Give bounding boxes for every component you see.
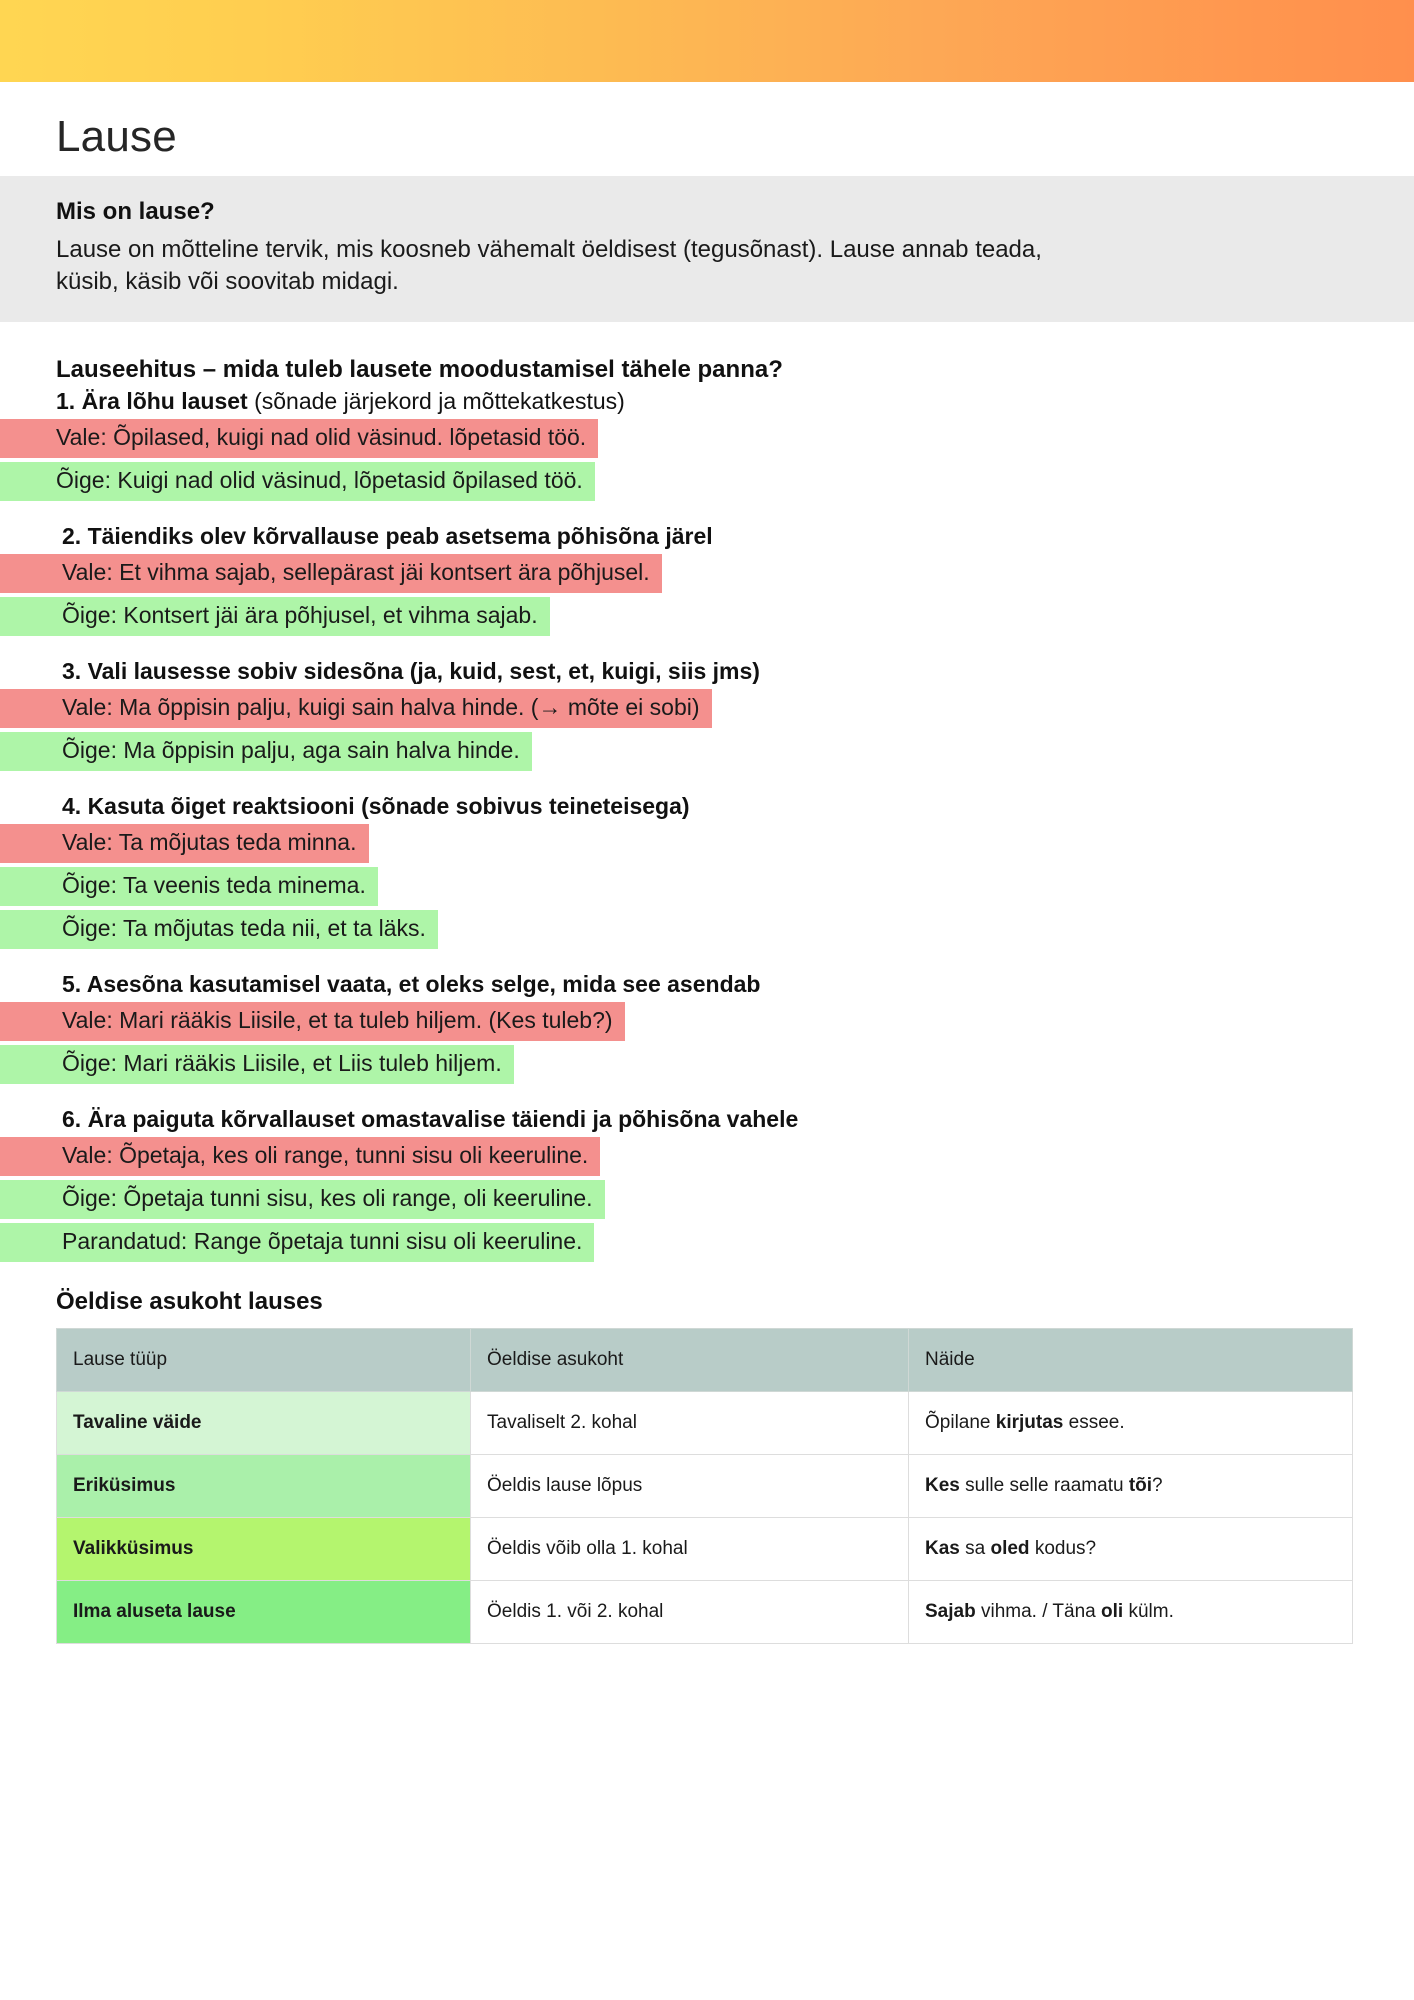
wrong-example-line — [0, 419, 1414, 458]
wrong-highlight: Vale: Et vihma sajab, sellepärast jäi kontsert ära põhjusel. — [0, 554, 662, 593]
wrong-example-line — [0, 554, 1414, 593]
document-page — [0, 112, 1414, 1644]
rule-title-strong: 1. Ära lõhu lauset — [56, 387, 248, 414]
rule-block — [0, 388, 1414, 501]
cell-example — [909, 1580, 1353, 1643]
rule-block — [0, 523, 1414, 636]
table-row — [57, 1517, 1353, 1580]
table-section — [0, 1288, 1414, 1644]
example-text: essee. — [1063, 1411, 1125, 1433]
rules-section-heading: Lauseehitus – mida tuleb lausete moodustamisel tähele panna? — [56, 355, 783, 383]
wrong-highlight: Vale: Õpetaja, kes oli range, tunni sisu oli keeruline. — [0, 1137, 600, 1176]
cell-predicate-position: Öeldis 1. või 2. kohal — [471, 1580, 909, 1643]
rule-title-strong: 6. Ära paiguta kõrvallauset omastavalise täiendi ja põhisõna vahele — [62, 1105, 799, 1132]
cell-example — [909, 1391, 1353, 1454]
example-text: kodus? — [1029, 1537, 1097, 1559]
cell-sentence-type: Ilma aluseta lause — [57, 1580, 471, 1643]
correct-highlight: Õige: Ma õppisin palju, aga sain halva hinde. — [0, 732, 532, 771]
table-header-row — [57, 1328, 1353, 1391]
cell-predicate-position: Öeldis võib olla 1. kohal — [471, 1517, 909, 1580]
table-body — [57, 1391, 1353, 1643]
correct-example-line — [0, 1180, 1414, 1219]
cell-predicate-position: Öeldis lause lõpus — [471, 1454, 909, 1517]
example-predicate: kirjutas — [995, 1411, 1064, 1433]
top-gradient-bar — [0, 0, 1414, 82]
wrong-highlight: Vale: Ma õppisin palju, kuigi sain halva hinde. (→ mõte ei sobi) — [0, 689, 712, 728]
rule-block — [0, 793, 1414, 949]
rule-title-strong: 5. Asesõna kasutamisel vaata, et oleks selge, mida see asendab — [62, 970, 761, 997]
rules-list — [0, 388, 1414, 1262]
column-header-oeldise-asukoht: Öeldise asukoht — [471, 1328, 909, 1391]
example-predicate: Kas — [925, 1537, 960, 1559]
correct-example-line — [0, 597, 1414, 636]
table-row — [57, 1391, 1353, 1454]
wrong-example-line — [0, 1137, 1414, 1176]
rule-title-strong: 4. Kasuta õiget reaktsiooni (sõnade sobivus teineteisega) — [62, 792, 690, 819]
correct-highlight: Parandatud: Range õpetaja tunni sisu oli keeruline. — [0, 1223, 594, 1262]
intro-body: Lause on mõtteline tervik, mis koosneb vähemalt öeldisest (tegusõnast). Lause annab teada, küsib, käsib või soovitab midagi. — [56, 236, 1042, 295]
table-row — [57, 1580, 1353, 1643]
cell-example — [909, 1454, 1353, 1517]
example-text: külm. — [1123, 1600, 1174, 1622]
correct-highlight: Õige: Õpetaja tunni sisu, kes oli range, oli keeruline. — [0, 1180, 605, 1219]
cell-sentence-type: Eriküsimus — [57, 1454, 471, 1517]
rule-title — [62, 523, 1414, 550]
cell-sentence-type: Valikküsimus — [57, 1517, 471, 1580]
example-predicate: tõi — [1128, 1474, 1153, 1496]
rule-title-strong: 2. Täiendiks olev kõrvallause peab asetsema põhisõna järel — [62, 522, 713, 549]
example-predicate: oli — [1101, 1600, 1124, 1622]
intro-heading: Mis on lause? — [56, 198, 215, 225]
correct-highlight: Õige: Ta mõjutas teda nii, et ta läks. — [0, 910, 438, 949]
rule-block — [0, 971, 1414, 1084]
cell-predicate-position: Tavaliselt 2. kohal — [471, 1391, 909, 1454]
wrong-highlight: Vale: Ta mõjutas teda minna. — [0, 824, 369, 863]
wrong-highlight: Vale: Õpilased, kuigi nad olid väsinud. lõpetasid töö. — [0, 419, 598, 458]
table-row — [57, 1454, 1353, 1517]
example-text: Õpilane — [925, 1411, 996, 1433]
rule-block — [0, 658, 1414, 771]
correct-example-line — [0, 867, 1414, 906]
correct-example-line — [0, 462, 1414, 501]
correct-highlight: Õige: Kontsert jäi ära põhjusel, et vihma sajab. — [0, 597, 550, 636]
example-text: vihma. / Täna — [975, 1600, 1102, 1622]
correct-example-line — [0, 1223, 1414, 1262]
wrong-example-line — [0, 689, 1414, 728]
cell-sentence-type: Tavaline väide — [57, 1391, 471, 1454]
sentence-type-table — [56, 1328, 1353, 1644]
example-predicate: oled — [990, 1537, 1030, 1559]
rule-block — [0, 1106, 1414, 1262]
example-text: sulle selle raamatu — [959, 1474, 1129, 1496]
correct-example-line — [0, 910, 1414, 949]
table-section-heading: Öeldise asukoht lauses — [56, 1287, 323, 1315]
rule-title — [62, 793, 1414, 820]
example-text: ? — [1152, 1474, 1163, 1496]
example-predicate: Kes — [925, 1474, 960, 1496]
example-text: sa — [959, 1537, 991, 1559]
rule-title — [62, 971, 1414, 998]
column-header-naide: Näide — [909, 1328, 1353, 1391]
example-predicate: Sajab — [925, 1600, 976, 1622]
rule-title — [56, 388, 1414, 415]
wrong-example-line — [0, 824, 1414, 863]
wrong-example-line — [0, 1002, 1414, 1041]
intro-panel — [0, 176, 1414, 322]
rule-title — [62, 658, 1414, 685]
page-title: Lause — [56, 112, 177, 161]
column-header-lause-tuup: Lause tüüp — [57, 1328, 471, 1391]
correct-example-line — [0, 1045, 1414, 1084]
wrong-highlight: Vale: Mari rääkis Liisile, et ta tuleb hiljem. (Kes tuleb?) — [0, 1002, 625, 1041]
rule-title — [62, 1106, 1414, 1133]
rule-title-strong: 3. Vali lausesse sobiv sidesõna (ja, kuid, sest, et, kuigi, siis jms) — [62, 657, 760, 684]
correct-example-line — [0, 732, 1414, 771]
rule-title-note: (sõnade järjekord ja mõttekatkestus) — [247, 387, 625, 414]
correct-highlight: Õige: Ta veenis teda minema. — [0, 867, 378, 906]
rules-section — [0, 356, 1414, 1262]
correct-highlight: Õige: Mari rääkis Liisile, et Liis tuleb hiljem. — [0, 1045, 514, 1084]
cell-example — [909, 1517, 1353, 1580]
correct-highlight: Õige: Kuigi nad olid väsinud, lõpetasid õpilased töö. — [0, 462, 595, 501]
